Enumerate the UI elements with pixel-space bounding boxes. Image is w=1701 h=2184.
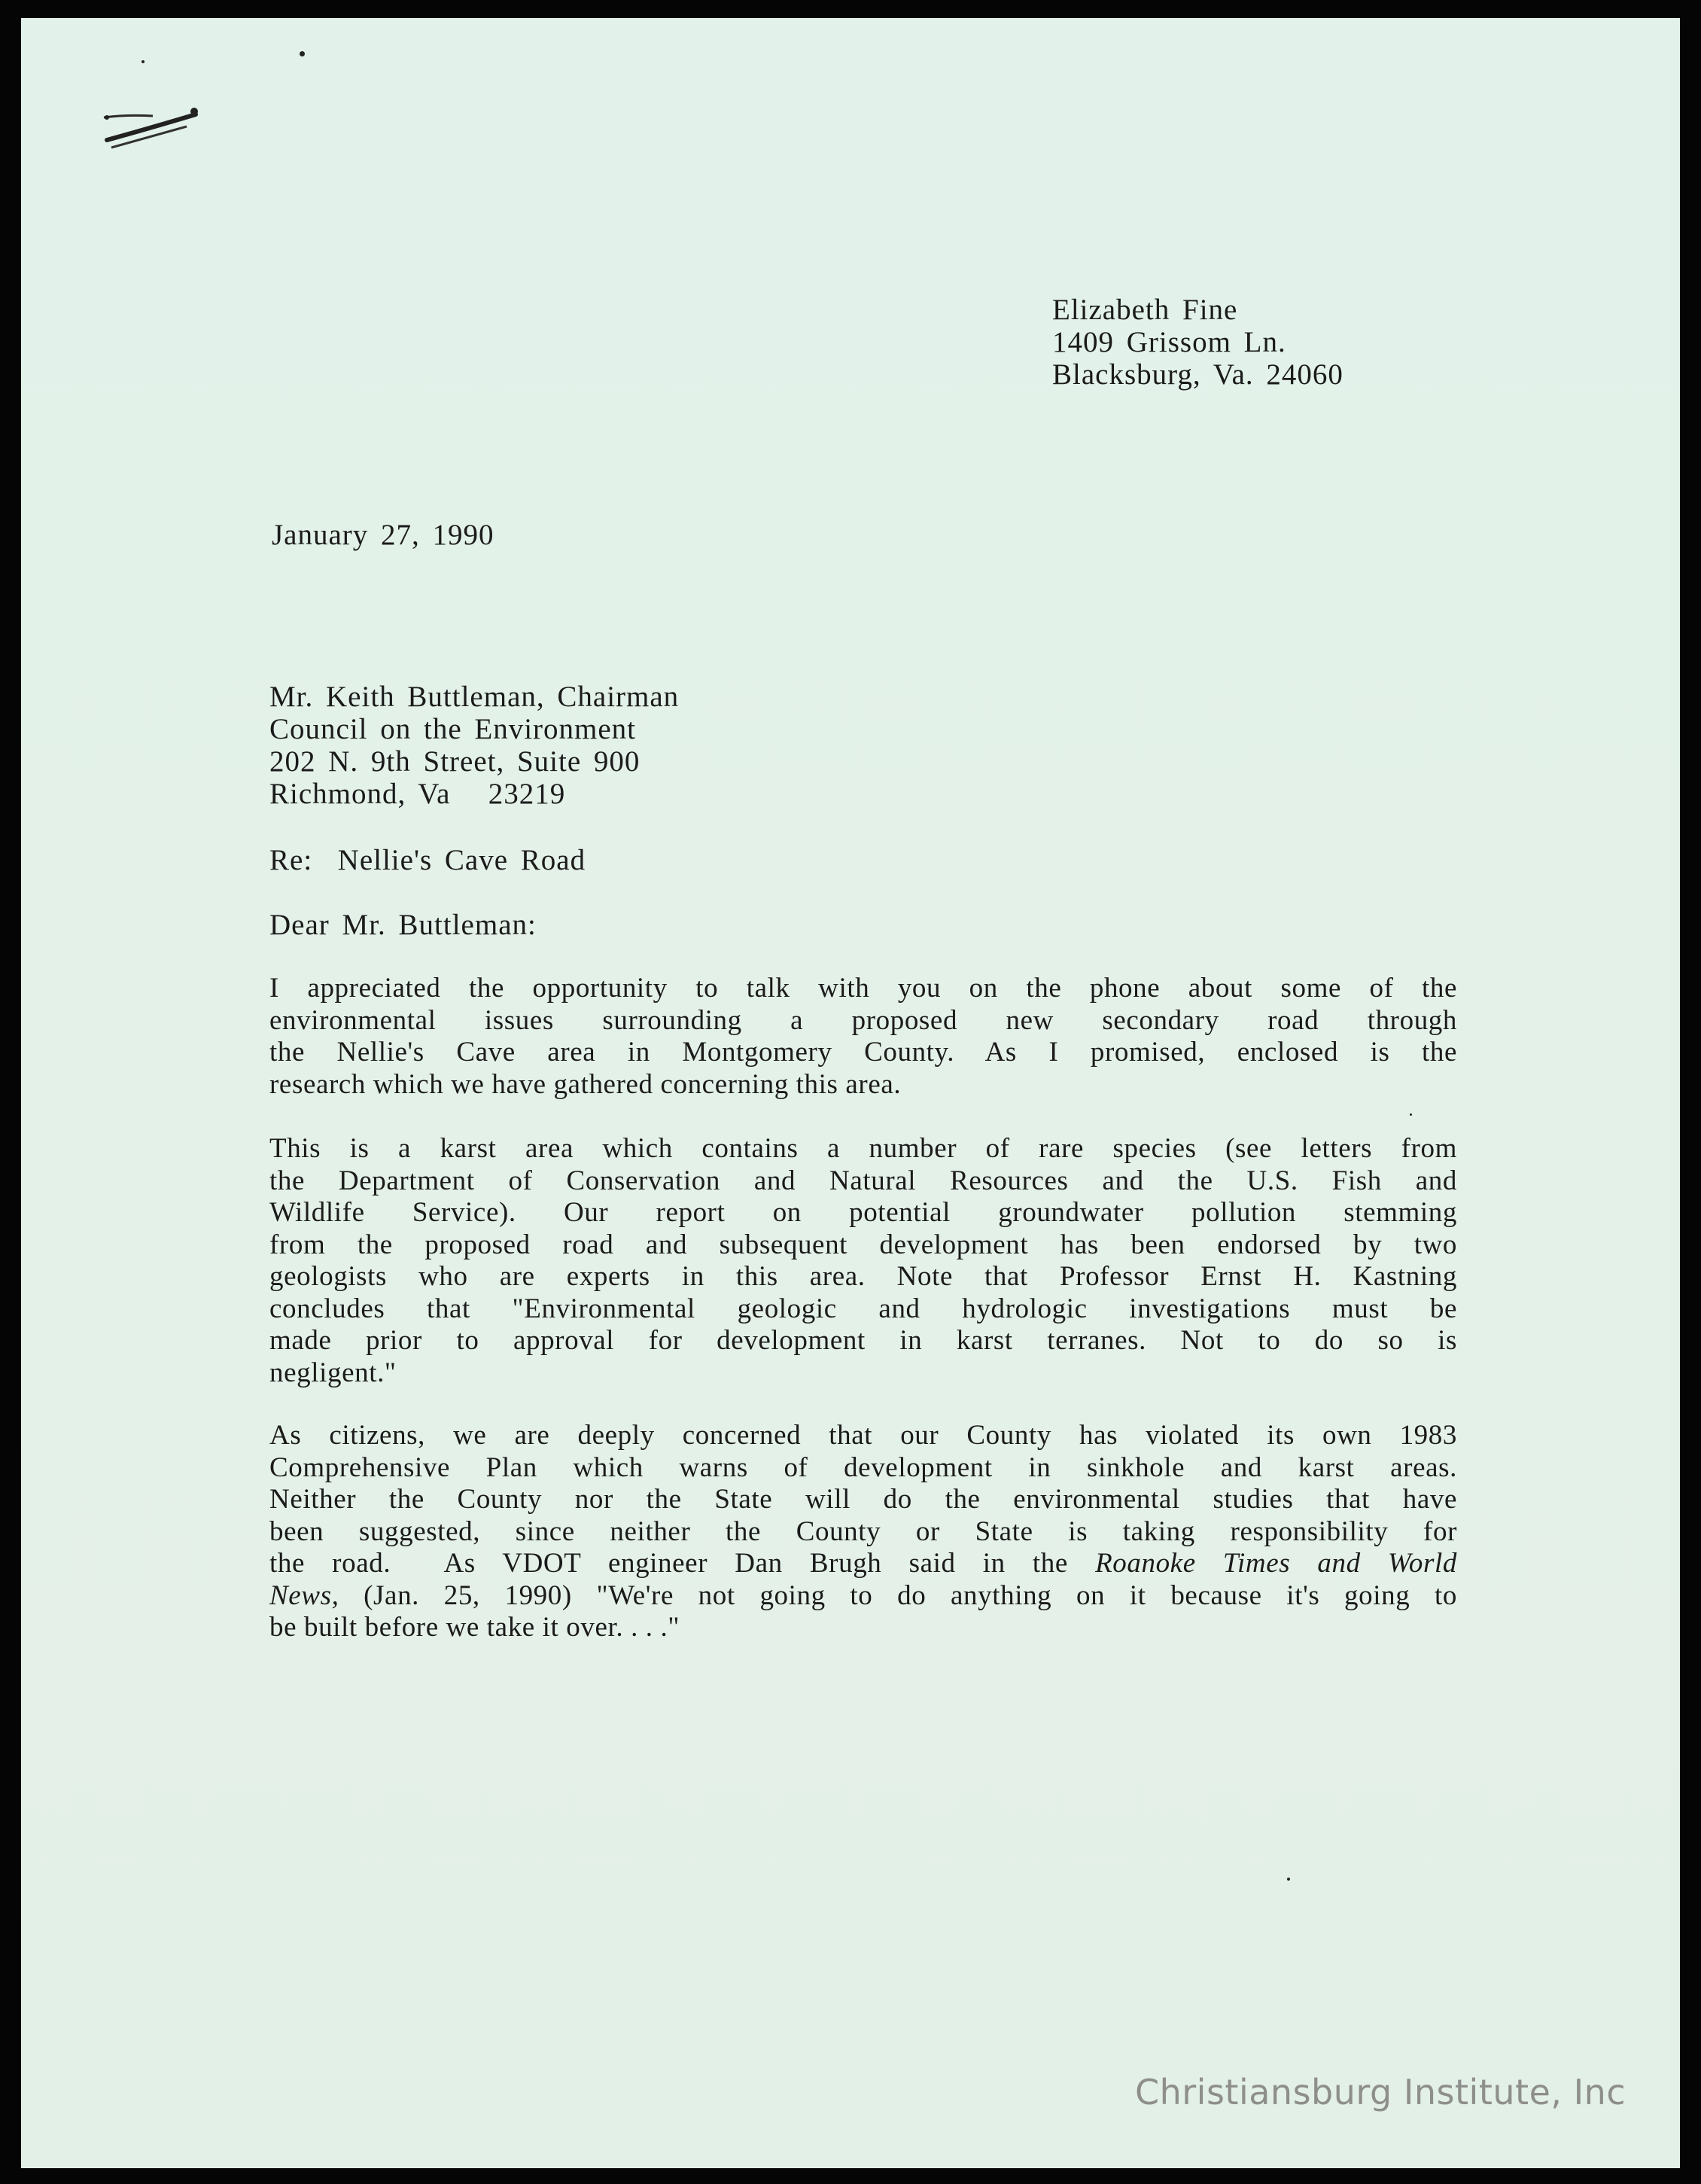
recipient-name: Mr. Keith Buttleman, Chairman: [269, 681, 680, 713]
recipient-city: Richmond, Va 23219: [269, 778, 566, 810]
recipient-address: [269, 681, 679, 810]
body-paragraph-1: [269, 973, 1457, 1101]
body-paragraph-3: [269, 1420, 1457, 1644]
archive-watermark: Christiansburg Institute, Inc: [1135, 2072, 1626, 2112]
paragraph-line: This is a karst area which contains a number of rare species (see letters from: [269, 1133, 1457, 1164]
recipient-organization: Council on the Environment: [269, 713, 637, 745]
paragraph-text: the road. As VDOT engineer Dan Brugh said in the: [269, 1548, 1096, 1579]
paragraph-text: (Jan. 25, 1990) "We're not going to do anything on it because it's going to: [339, 1579, 1457, 1611]
ink-speck: [300, 51, 305, 56]
paragraph-line: environmental issues surrounding a proposed new secondary road through: [269, 1004, 1457, 1036]
paragraph-line: be built before we take it over. . . .": [269, 1612, 680, 1643]
paragraph-line: Wildlife Service). Our report on potential groundwater pollution stemming: [269, 1197, 1457, 1228]
salutation: Dear Mr. Buttleman:: [269, 909, 537, 941]
ink-speck: [1410, 1113, 1412, 1116]
newspaper-title: News,: [269, 1579, 339, 1611]
paragraph-line: the Nellie's Cave area in Montgomery County. As I promised, enclosed is the: [269, 1037, 1457, 1068]
letter-page: [21, 18, 1680, 2168]
letter-date: January 27, 1990: [272, 519, 494, 551]
paragraph-line: geologists who are experts in this area. Note that Professor Ernst H. Kastning: [269, 1261, 1457, 1292]
subject-line: Re: Nellie's Cave Road: [269, 844, 586, 876]
paragraph-line: [269, 1580, 1457, 1613]
paragraph-line: I appreciated the opportunity to talk with you on the phone about some of the: [269, 973, 1457, 1004]
paragraph-line: research which we have gathered concerning this area.: [269, 1068, 902, 1100]
sender-address: [1052, 294, 1343, 391]
body-paragraph-2: [269, 1133, 1457, 1389]
ink-speck: [141, 60, 145, 63]
paragraph-line: been suggested, since neither the County or State is taking responsibility for: [269, 1515, 1457, 1547]
paragraph-line: Comprehensive Plan which warns of development in sinkhole and karst areas.: [269, 1451, 1457, 1483]
paragraph-line: concludes that "Environmental geologic and hydrologic investigations must be: [269, 1293, 1457, 1324]
newspaper-title: Roanoke Times and World: [1095, 1548, 1457, 1579]
paragraph-line: from the proposed road and subsequent development has been endorsed by two: [269, 1229, 1457, 1260]
ink-speck: [1287, 1878, 1290, 1881]
sender-city: Blacksburg, Va. 24060: [1052, 358, 1343, 391]
paragraph-line: negligent.": [269, 1357, 397, 1388]
paragraph-line: Neither the County nor the State will do the environmental studies that have: [269, 1484, 1457, 1515]
paragraph-line: made prior to approval for development in karst terranes. Not to do so is: [269, 1325, 1457, 1356]
recipient-street: 202 N. 9th Street, Suite 900: [269, 745, 641, 778]
sender-street: 1409 Grissom Ln.: [1052, 326, 1286, 358]
paragraph-line: the Department of Conservation and Natural Resources and the U.S. Fish and: [269, 1165, 1457, 1196]
paragraph-line: [269, 1548, 1457, 1580]
paragraph-line: As citizens, we are deeply concerned that our County has violated its own 1983: [269, 1420, 1457, 1451]
pen-mark-scribble: [81, 93, 217, 176]
sender-name: Elizabeth Fine: [1052, 294, 1238, 326]
